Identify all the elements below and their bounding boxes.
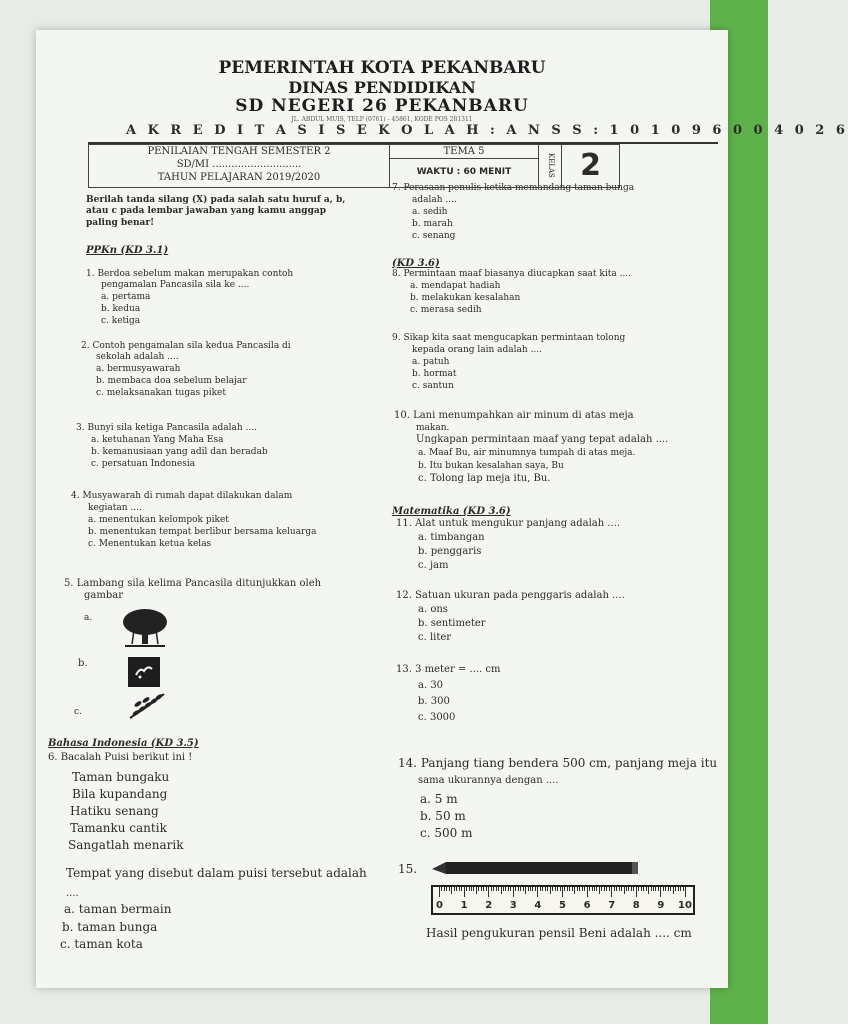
ruler-tick xyxy=(456,887,457,891)
answer-option: c. senang xyxy=(412,231,456,241)
section-matematika: Matematika (KD 3.6) xyxy=(392,506,511,517)
question-text: 10. Lani menumpahkan air minum di atas meja xyxy=(394,410,634,421)
ruler-tick xyxy=(515,887,516,891)
ruler-tick xyxy=(557,887,558,891)
ruler-tick xyxy=(596,887,597,891)
ruler-tick xyxy=(471,887,472,891)
question-text: 6. Bacalah Puisi berikut ini ! xyxy=(48,752,193,763)
ruler-tick xyxy=(582,887,583,891)
ruler-tick xyxy=(599,887,600,894)
ruler-tick xyxy=(518,887,519,891)
answer-option: b. xyxy=(78,658,88,669)
ruler-tick xyxy=(459,887,460,891)
poem-line: Hatiku senang xyxy=(70,804,159,818)
ruler-tick xyxy=(481,887,482,891)
ruler-tick xyxy=(653,887,654,891)
ruler-tick xyxy=(648,887,649,894)
ruler-tick xyxy=(439,887,440,897)
ruler-tick xyxy=(611,887,612,897)
answer-option: c. merasa sedih xyxy=(410,305,482,315)
answer-option: a. mendapat hadiah xyxy=(410,281,501,291)
ruler-tick xyxy=(547,887,548,891)
ruler-tick xyxy=(579,887,580,891)
ruler-tick xyxy=(473,887,474,891)
answer-option: b. menentukan tempat berlibur bersama keluarga xyxy=(88,527,317,537)
question-text: 9. Sikap kita saat mengucapkan permintaan tolong xyxy=(392,333,626,343)
answer-option: b. melakukan kesalahan xyxy=(410,293,521,303)
ruler-tick xyxy=(572,887,573,891)
answer-option: a. taman bermain xyxy=(64,902,172,916)
section-kd36: (KD 3.6) xyxy=(392,258,440,269)
ruler-tick xyxy=(587,887,588,897)
ruler-tick xyxy=(483,887,484,891)
question-text: kepada orang lain adalah .... xyxy=(412,345,543,355)
ruler-tick xyxy=(476,887,477,894)
question-text: 4. Musyawarah di rumah dapat dilakukan dalam xyxy=(71,491,293,501)
ruler-tick xyxy=(678,887,679,891)
question-text: 2. Contoh pengamalan sila kedua Pancasila di xyxy=(81,341,291,351)
answer-option: c. santun xyxy=(412,381,454,391)
ruler-tick xyxy=(537,887,538,897)
question-text: 13. 3 meter = .... cm xyxy=(396,664,501,675)
header-school: SD NEGERI 26 PEKANBARU xyxy=(235,96,529,116)
ruler-tick xyxy=(614,887,615,891)
ruler-tick xyxy=(542,887,543,891)
answer-option: a. xyxy=(84,613,93,623)
ruler-label: 7 xyxy=(608,900,616,911)
answer-option: c. 500 m xyxy=(420,826,473,840)
answer-option: a. menentukan kelompok piket xyxy=(88,515,229,525)
ruler-tick xyxy=(478,887,479,891)
answer-option: a. Maaf Bu, air minumnya tumpah di atas meja. xyxy=(418,448,636,458)
ruler-tick xyxy=(567,887,568,891)
ruler-tick xyxy=(626,887,627,891)
ruler-tick xyxy=(577,887,578,891)
instruction-line: atau c pada lembar jawaban yang kamu anggap xyxy=(86,206,327,216)
question-text: 5. Lambang sila kelima Pancasila ditunjukkan oleh xyxy=(64,578,322,589)
ruler-tick xyxy=(609,887,610,891)
pencil-icon xyxy=(432,860,642,876)
ruler-label: 0 xyxy=(436,900,443,911)
question-text: sama ukurannya dengan .... xyxy=(418,775,559,786)
ruler-label: 1 xyxy=(460,900,468,911)
ruler-tick xyxy=(545,887,546,891)
answer-option: b. sentimeter xyxy=(418,618,486,629)
school-blank: SD/MI ............................ xyxy=(176,159,302,170)
ruler-tick xyxy=(510,887,511,891)
section-ppkn: PPKn (KD 3.1) xyxy=(86,245,169,256)
ruler-tick xyxy=(469,887,470,891)
ruler-tick xyxy=(660,887,661,897)
ruler-tick xyxy=(670,887,671,891)
ruler-tick xyxy=(584,887,585,891)
banyan-tree-icon xyxy=(120,608,170,648)
ruler-tick xyxy=(646,887,647,891)
question-text: makan. xyxy=(416,423,450,433)
ruler-label: 5 xyxy=(559,900,566,911)
answer-option: a. 5 m xyxy=(420,792,458,806)
ruler-tick xyxy=(638,887,639,891)
answer-option: a. bermusyawarah xyxy=(96,364,181,374)
answer-option: b. 300 xyxy=(418,696,450,707)
ruler-tick xyxy=(569,887,570,891)
answer-option: a. ketuhanan Yang Maha Esa xyxy=(91,435,224,445)
question-text: adalah .... xyxy=(412,195,457,205)
ruler-label: 4 xyxy=(534,900,542,911)
ruler-tick xyxy=(564,887,565,891)
ruler-tick xyxy=(444,887,445,891)
ruler-tick xyxy=(675,887,676,891)
ruler xyxy=(431,885,695,915)
ruler-tick xyxy=(552,887,553,891)
ruler-tick xyxy=(501,887,502,894)
answer-option: c. Menentukan ketua kelas xyxy=(88,539,212,549)
ruler-tick xyxy=(540,887,541,891)
question-text: 12. Satuan ukuran pada penggaris adalah .... xyxy=(396,590,625,601)
poem-line: Taman bungaku xyxy=(72,770,170,784)
bull-head-icon xyxy=(128,657,160,687)
academic-year: TAHUN PELAJARAN 2019/2020 xyxy=(157,172,321,183)
ruler-tick xyxy=(528,887,529,891)
ruler-tick xyxy=(574,887,575,894)
ruler-tick xyxy=(633,887,634,891)
ruler-tick xyxy=(665,887,666,891)
ruler-tick xyxy=(523,887,524,891)
rice-cotton-icon xyxy=(126,690,168,722)
ruler-tick xyxy=(592,887,593,891)
ruler-tick xyxy=(636,887,637,897)
ruler-label: 2 xyxy=(485,900,493,911)
ruler-tick xyxy=(624,887,625,894)
ruler-tick xyxy=(535,887,536,891)
answer-option: b. penggaris xyxy=(418,546,482,557)
class-number: 2 xyxy=(561,144,620,188)
answer-option: a. timbangan xyxy=(418,532,485,543)
question-text: 8. Permintaan maaf biasanya diucapkan saat kita .... xyxy=(392,269,632,279)
answer-option: c. ketiga xyxy=(101,316,141,326)
poem-line: Sangatlah menarik xyxy=(68,838,184,852)
section-bahasa-indonesia: Bahasa Indonesia (KD 3.5) xyxy=(48,738,199,749)
ruler-label: 9 xyxy=(657,900,665,911)
answer-option: b. hormat xyxy=(412,369,457,379)
answer-option: c. taman kota xyxy=(60,937,143,951)
exam-info-box xyxy=(88,144,390,188)
question-text: kegiatan .... xyxy=(88,503,142,513)
answer-option: c. Tolong lap meja itu, Bu. xyxy=(418,473,551,484)
ruler-tick xyxy=(668,887,669,891)
ruler-tick xyxy=(449,887,450,891)
poem-line: Tamanku cantik xyxy=(70,821,167,835)
ruler-tick xyxy=(604,887,605,891)
ruler-tick xyxy=(441,887,442,891)
ruler-tick xyxy=(631,887,632,891)
ruler-tick xyxy=(498,887,499,891)
header-accreditation: A K R E D I T A S I S E K O L A H : A N S S : 1 0 1 0 9 6 0 0 4 0 2 6 xyxy=(126,123,848,138)
ruler-tick xyxy=(643,887,644,891)
question-text: Tempat yang disebut dalam puisi tersebut adalah xyxy=(66,866,367,880)
ruler-tick xyxy=(496,887,497,891)
question-text: .... xyxy=(66,888,79,899)
instruction-line: Berilah tanda silang (X) pada salah satu huruf a, b, xyxy=(86,195,346,205)
ruler-tick xyxy=(685,887,686,897)
answer-option: c. persatuan Indonesia xyxy=(91,459,196,469)
ruler-label: 10 xyxy=(678,900,692,911)
ruler-tick xyxy=(594,887,595,891)
question-text: 11. Alat untuk mengukur panjang adalah .... xyxy=(396,518,621,529)
ruler-tick xyxy=(616,887,617,891)
ruler-tick xyxy=(601,887,602,891)
ruler-tick xyxy=(680,887,681,891)
poem-line: Bila kupandang xyxy=(72,787,168,801)
ruler-tick xyxy=(683,887,684,891)
ruler-tick xyxy=(464,887,465,897)
question-text: Hasil pengukuran pensil Beni adalah .... cm xyxy=(426,926,692,940)
question-text: 7. Perasaan penulis ketika memandang taman bunga xyxy=(392,183,635,193)
ruler-tick xyxy=(491,887,492,891)
question-text: sekolah adalah .... xyxy=(96,352,179,362)
answer-option: c. 3000 xyxy=(418,712,456,723)
ruler-label: 3 xyxy=(509,900,517,911)
question-text: Ungkapan permintaan maaf yang tepat adalah .... xyxy=(416,434,669,445)
ruler-tick xyxy=(508,887,509,891)
answer-option: c. melaksanakan tugas piket xyxy=(96,388,226,398)
exam-title: PENILAIAN TENGAH SEMESTER 2 xyxy=(147,146,331,157)
answer-option: b. taman bunga xyxy=(62,920,158,934)
ruler-tick xyxy=(493,887,494,891)
answer-option: a. pertama xyxy=(101,292,151,302)
ruler-tick xyxy=(658,887,659,891)
ruler-tick xyxy=(560,887,561,891)
ruler-tick xyxy=(555,887,556,891)
answer-option: b. Itu bukan kesalahan saya, Bu xyxy=(418,461,564,471)
ruler-tick xyxy=(530,887,531,891)
class-label: KELAS xyxy=(547,153,555,178)
question-text: gambar xyxy=(84,590,123,601)
ruler-tick xyxy=(673,887,674,894)
ruler-label: 6 xyxy=(583,900,591,911)
question-text: pengamalan Pancasila sila ke .... xyxy=(101,280,250,290)
answer-option: a. sedih xyxy=(412,207,448,217)
ruler-tick xyxy=(655,887,656,891)
ruler-tick xyxy=(606,887,607,891)
ruler-tick xyxy=(621,887,622,891)
header-address: JL. ABDUL MUIS, TELP (0761) - 45861, KODE POS 281311 xyxy=(291,116,473,123)
header-government: PEMERINTAH KOTA PEKANBARU xyxy=(218,58,546,78)
ruler-tick xyxy=(503,887,504,891)
answer-option: a. patuh xyxy=(412,357,450,367)
ruler-label: 8 xyxy=(632,900,640,911)
ruler-tick xyxy=(532,887,533,891)
answer-option: b. membaca doa sebelum belajar xyxy=(96,376,247,386)
ruler-tick xyxy=(520,887,521,891)
ruler-tick xyxy=(641,887,642,891)
ruler-tick xyxy=(488,887,489,897)
answer-option: a. 30 xyxy=(418,680,444,691)
ruler-tick xyxy=(619,887,620,891)
answer-option: c. jam xyxy=(418,560,449,571)
answer-option: b. kedua xyxy=(101,304,141,314)
question-text: 1. Berdoa sebelum makan merupakan contoh xyxy=(86,269,294,279)
ruler-tick xyxy=(446,887,447,891)
answer-option: b. marah xyxy=(412,219,453,229)
ruler-tick xyxy=(513,887,514,897)
ruler-tick xyxy=(525,887,526,894)
answer-option: a. ons xyxy=(418,604,448,615)
answer-option: b. kemanusiaan yang adil dan beradab xyxy=(91,447,268,457)
ruler-tick xyxy=(628,887,629,891)
ruler-tick xyxy=(663,887,664,891)
exam-paper xyxy=(36,30,848,988)
ruler-tick xyxy=(486,887,487,891)
instruction-line: paling benar! xyxy=(86,218,155,228)
ruler-tick xyxy=(466,887,467,891)
time-label: WAKTU : 60 MENIT xyxy=(416,167,512,177)
answer-option: b. 50 m xyxy=(420,809,466,823)
ruler-tick xyxy=(589,887,590,891)
answer-option: c. liter xyxy=(418,632,452,643)
answer-option: c. xyxy=(74,707,82,717)
ruler-tick xyxy=(505,887,506,891)
ruler-tick xyxy=(651,887,652,891)
ruler-tick xyxy=(562,887,563,897)
theme-label: TEMA 5 xyxy=(390,145,538,159)
question-text: 14. Panjang tiang bendera 500 cm, panjang meja itu xyxy=(398,756,718,770)
ruler-tick xyxy=(461,887,462,891)
ruler-tick xyxy=(451,887,452,894)
ruler-tick xyxy=(550,887,551,894)
question-text: 15. xyxy=(398,862,418,876)
header-department: DINAS PENDIDIKAN xyxy=(288,78,476,97)
question-text: 3. Bunyi sila ketiga Pancasila adalah .... xyxy=(76,423,258,433)
ruler-tick xyxy=(454,887,455,891)
